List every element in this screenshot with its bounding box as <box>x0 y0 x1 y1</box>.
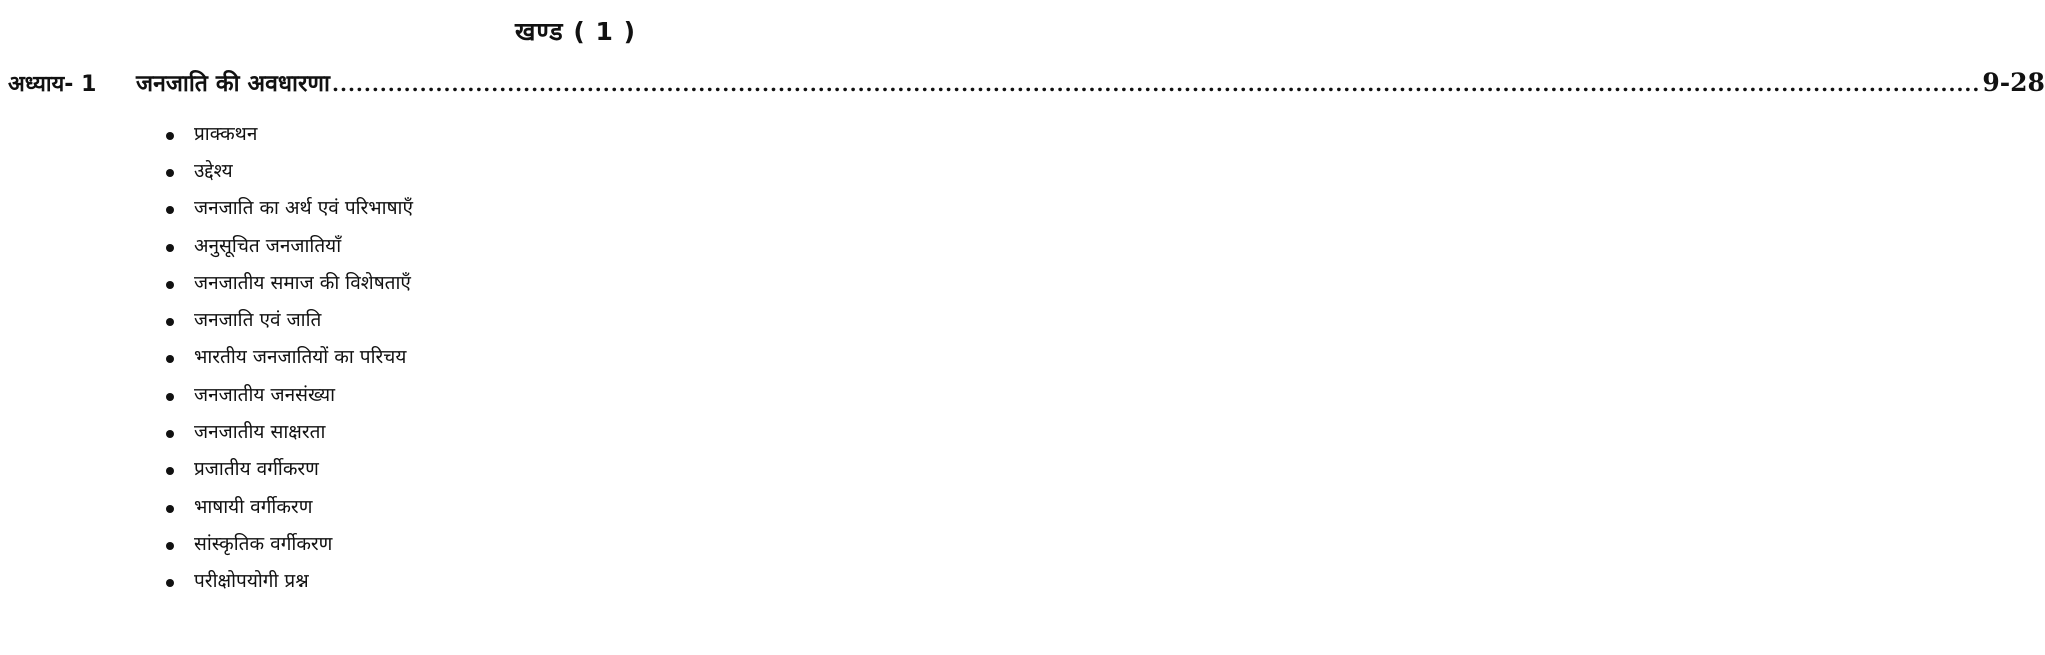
topic-text: प्राक्कथन <box>194 122 258 145</box>
topic-text: अनुसूचित जनजातियाँ <box>194 234 342 257</box>
chapter-label: अध्याय- 1 <box>8 72 97 97</box>
bullet-icon <box>166 467 174 475</box>
topic-text: जनजातीय समाज की विशेषताएँ <box>194 271 411 294</box>
chapter-page-range: 9-28 <box>1982 68 2045 97</box>
bullet-icon <box>166 393 174 401</box>
topic-item <box>166 487 413 524</box>
topic-text: भाषायी वर्गीकरण <box>194 495 313 518</box>
topic-item <box>166 151 413 188</box>
topic-item <box>166 375 413 412</box>
topic-text: सांस्कृतिक वर्गीकरण <box>194 532 333 555</box>
topic-text: प्रजातीय वर्गीकरण <box>194 458 319 481</box>
topic-list <box>166 114 413 599</box>
bullet-icon <box>166 318 174 326</box>
topic-item <box>166 338 413 375</box>
bullet-icon <box>166 132 174 140</box>
bullet-icon <box>166 206 174 214</box>
topic-item <box>166 524 413 561</box>
topic-text: जनजातीय जनसंख्या <box>194 383 336 406</box>
topic-text: उद्देश्य <box>194 159 233 182</box>
bullet-icon <box>166 169 174 177</box>
topic-item <box>166 450 413 487</box>
topic-item <box>166 263 413 300</box>
topic-item <box>166 114 413 151</box>
bullet-icon <box>166 430 174 438</box>
topic-item <box>166 226 413 263</box>
topic-text: परीक्षोपयोगी प्रश्न <box>194 570 309 593</box>
topic-item <box>166 412 413 449</box>
topic-item <box>166 562 413 599</box>
topic-item <box>166 300 413 337</box>
dot-leader: ............................................................................................................................................................................................................... <box>332 72 1981 96</box>
topic-text: जनजाति एवं जाति <box>194 309 322 332</box>
section-title: खण्ड ( 1 ) <box>514 17 637 46</box>
topic-item <box>166 189 413 226</box>
bullet-icon <box>166 281 174 289</box>
topic-text: भारतीय जनजातियों का परिचय <box>194 346 407 369</box>
chapter-title: जनजाति की अवधारणा <box>136 71 331 97</box>
topic-text: जनजातीय साक्षरता <box>194 421 326 444</box>
bullet-icon <box>166 244 174 252</box>
bullet-icon <box>166 542 174 550</box>
bullet-icon <box>166 355 174 363</box>
chapter-entry <box>8 66 2045 100</box>
topic-text: जनजाति का अर्थ एवं परिभाषाएँ <box>194 197 413 220</box>
bullet-icon <box>166 505 174 513</box>
bullet-icon <box>166 579 174 587</box>
